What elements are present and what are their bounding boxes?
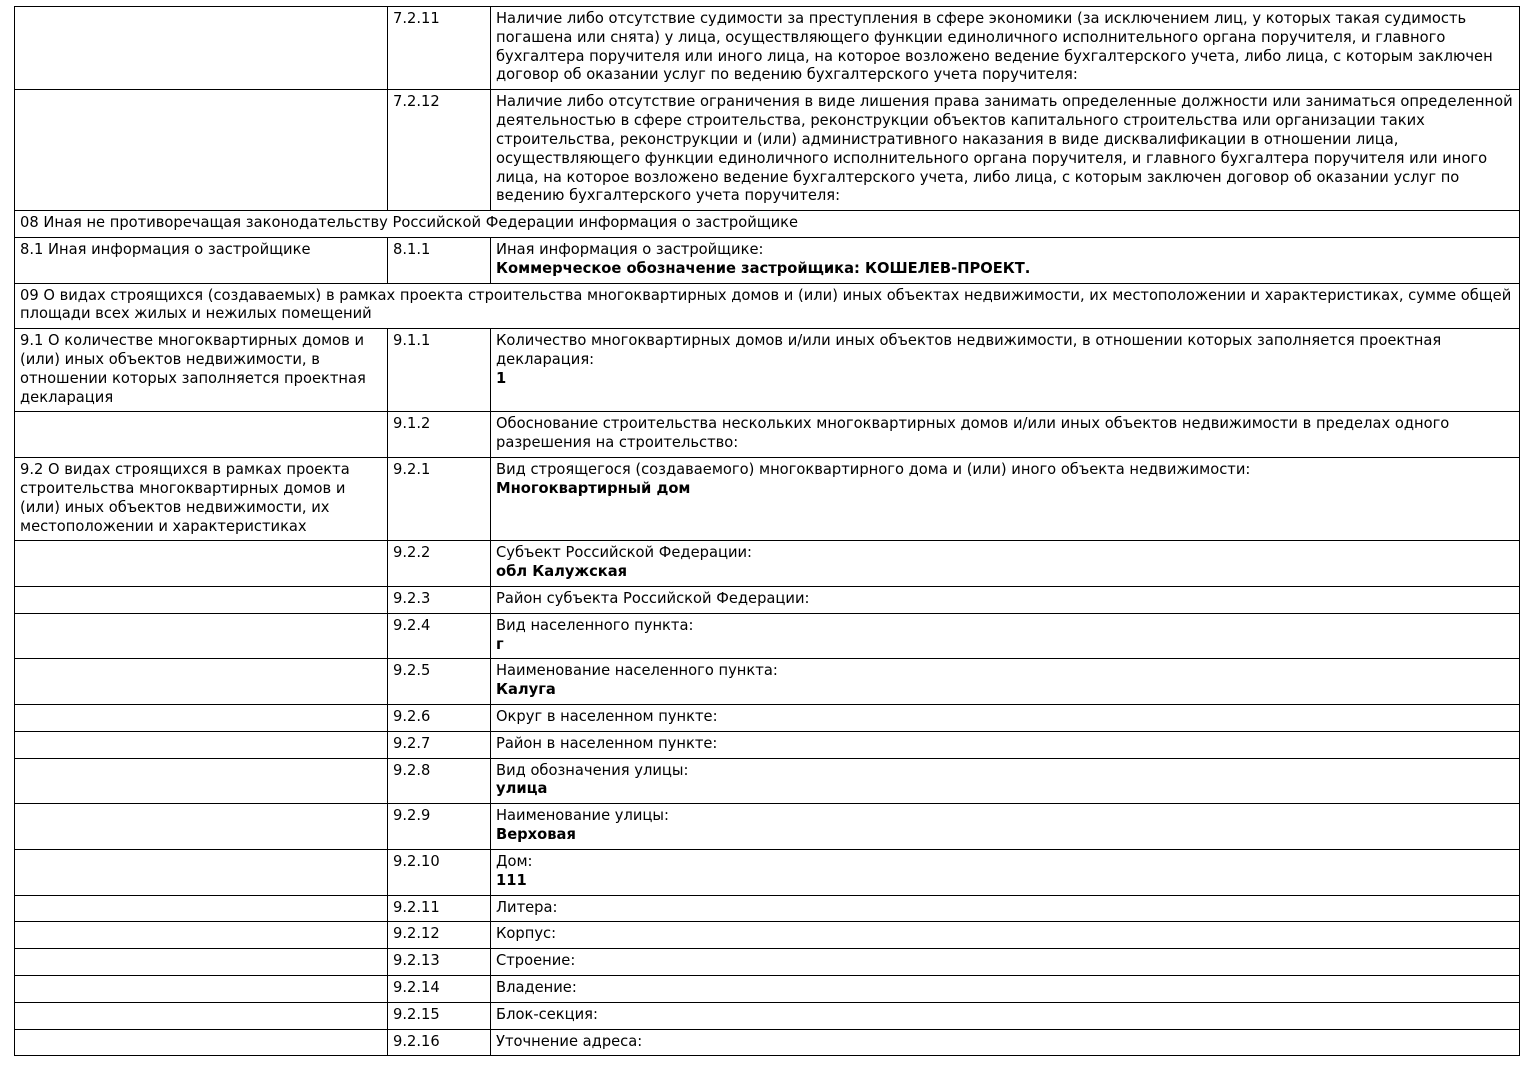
row-section-name — [15, 849, 388, 895]
row-text: Район в населенном пункте: — [496, 734, 718, 752]
row-text: Субъект Российской Федерации: — [496, 544, 752, 562]
row-code: 9.2.12 — [388, 922, 491, 949]
row-content — [491, 758, 1520, 804]
row-content — [491, 975, 1520, 1002]
table-row — [15, 541, 1520, 587]
row-text: Вид строящегося (создаваемого) многоквартирного дома и (или) иного объекта недвижимости: — [496, 461, 1251, 479]
row-content — [491, 849, 1520, 895]
row-content — [491, 659, 1520, 705]
row-section-name — [15, 949, 388, 976]
row-text: Район субъекта Российской Федерации: — [496, 589, 810, 607]
row-section-name: 9.1 О количестве многоквартирных домов и (или) иных объектов недвижимости, в отношении которых заполняется проектная декларация — [15, 329, 388, 412]
row-code: 9.2.13 — [388, 949, 491, 976]
row-content — [491, 922, 1520, 949]
row-value: г — [496, 635, 504, 653]
row-code: 7.2.12 — [388, 90, 491, 211]
row-text: Обоснование строительства нескольких многоквартирных домов и/или иных объектов недвижимости в пределах одного разрешения на строительство: — [496, 415, 1450, 452]
table-row — [15, 237, 1520, 283]
row-code: 9.2.5 — [388, 659, 491, 705]
row-code: 9.2.6 — [388, 705, 491, 732]
row-code: 9.2.9 — [388, 804, 491, 850]
row-text: Дом: — [496, 852, 533, 870]
row-content — [491, 90, 1520, 211]
row-code: 9.1.2 — [388, 412, 491, 458]
row-code: 7.2.11 — [388, 7, 491, 90]
row-section-name — [15, 705, 388, 732]
table-row — [15, 804, 1520, 850]
row-section-name — [15, 758, 388, 804]
row-section-name — [15, 90, 388, 211]
row-section-name — [15, 412, 388, 458]
row-content — [491, 895, 1520, 922]
row-text: Наличие либо отсутствие судимости за преступления в сфере экономики (за исключением лиц, у которых такая судимость погашена или снята) у лица, осуществляющего функции единоличного исполнительного органа поручителя, и главного бухгалтера поручителя или иного лица, на которое возложено ведение бухгалтерского учета, либо лица, с которым заключен договор об оказании услуг по ведению бухгалтерского учета поручителя: — [496, 10, 1493, 84]
row-content — [491, 731, 1520, 758]
table-row — [15, 659, 1520, 705]
row-value: 111 — [496, 871, 527, 889]
row-code: 9.2.2 — [388, 541, 491, 587]
row-text: Литера: — [496, 898, 558, 916]
row-text: Строение: — [496, 952, 576, 970]
row-code: 8.1.1 — [388, 237, 491, 283]
row-value: улица — [496, 780, 548, 798]
row-section-name — [15, 922, 388, 949]
table-row — [15, 731, 1520, 758]
row-text: Иная информация о застройщике: — [496, 240, 764, 258]
table-row — [15, 329, 1520, 412]
row-text: Владение: — [496, 978, 577, 996]
row-code: 9.2.4 — [388, 613, 491, 659]
row-value: обл Калужская — [496, 563, 628, 581]
section-title: 09 О видах строящихся (создаваемых) в рамках проекта строительства многоквартирных домов и (или) иных объектах недвижимости, их местоположении и характеристиках, сумме общей площади всех жилых и нежилых помещений — [15, 283, 1520, 329]
table-row — [15, 7, 1520, 90]
row-code: 9.2.14 — [388, 975, 491, 1002]
row-content — [491, 586, 1520, 613]
row-text: Вид обозначения улицы: — [496, 761, 689, 779]
row-value: Многоквартирный дом — [496, 479, 691, 497]
row-section-name — [15, 613, 388, 659]
row-section-name — [15, 804, 388, 850]
table-row — [15, 849, 1520, 895]
row-text: Округ в населенном пункте: — [496, 708, 718, 725]
row-section-name — [15, 731, 388, 758]
section-title: 08 Иная не противоречащая законодательству Российской Федерации информация о застройщике — [15, 211, 1520, 238]
row-content — [491, 329, 1520, 412]
row-code: 9.2.3 — [388, 586, 491, 613]
row-code: 9.2.1 — [388, 458, 491, 541]
table-row — [15, 895, 1520, 922]
table-row — [15, 586, 1520, 613]
row-text: Блок-секция: — [496, 1005, 598, 1023]
row-code: 9.2.8 — [388, 758, 491, 804]
declaration-table — [14, 6, 1520, 1056]
row-section-name — [15, 1029, 388, 1056]
row-section-name: 8.1 Иная информация о застройщике — [15, 237, 388, 283]
table-row — [15, 758, 1520, 804]
table-row — [15, 613, 1520, 659]
row-section-name — [15, 586, 388, 613]
row-text: Наименование населенного пункта: — [496, 662, 778, 680]
row-code: 9.2.10 — [388, 849, 491, 895]
table-row — [15, 458, 1520, 541]
row-content — [491, 804, 1520, 850]
table-row — [15, 90, 1520, 211]
table-row — [15, 412, 1520, 458]
row-value: Калуга — [496, 681, 556, 699]
row-code: 9.2.7 — [388, 731, 491, 758]
table-body — [15, 7, 1520, 1056]
table-row — [15, 975, 1520, 1002]
row-code: 9.2.11 — [388, 895, 491, 922]
row-content — [491, 541, 1520, 587]
table-row — [15, 949, 1520, 976]
row-code: 9.1.1 — [388, 329, 491, 412]
row-section-name — [15, 659, 388, 705]
row-content — [491, 613, 1520, 659]
row-content — [491, 949, 1520, 976]
row-content — [491, 237, 1520, 283]
row-content — [491, 7, 1520, 90]
row-content — [491, 412, 1520, 458]
row-section-name — [15, 7, 388, 90]
row-code: 9.2.16 — [388, 1029, 491, 1056]
row-text: Количество многоквартирных домов и/или иных объектов недвижимости, в отношении которых заполняется проектная декларация: — [496, 332, 1442, 368]
table-row — [15, 922, 1520, 949]
row-section-name — [15, 1002, 388, 1029]
row-section-name — [15, 975, 388, 1002]
table-row — [15, 705, 1520, 732]
row-content — [491, 705, 1520, 732]
row-content — [491, 458, 1520, 541]
row-text: Наименование улицы: — [496, 807, 669, 825]
row-value: Верховая — [496, 826, 576, 844]
table-row — [15, 1002, 1520, 1029]
row-value: 1 — [496, 369, 507, 387]
table-section-row — [15, 283, 1520, 329]
row-section-name — [15, 895, 388, 922]
row-text: Уточнение адреса: — [496, 1032, 643, 1050]
table-section-row — [15, 211, 1520, 238]
row-section-name — [15, 541, 388, 587]
row-value: Коммерческое обозначение застройщика: КОШЕЛЕВ-ПРОЕКТ. — [496, 259, 1031, 277]
row-content — [491, 1029, 1520, 1056]
row-text: Вид населенного пункта: — [496, 616, 694, 634]
row-section-name: 9.2 О видах строящихся в рамках проекта строительства многоквартирных домов и (или) иных объектов недвижимости, их местоположении и характеристиках — [15, 458, 388, 541]
row-code: 9.2.15 — [388, 1002, 491, 1029]
row-content — [491, 1002, 1520, 1029]
row-text: Наличие либо отсутствие ограничения в виде лишения права занимать определенные должности или заниматься определенной деятельностью в сфере строительства, реконструкции объектов капитального строительства или организации таких строительства, реконструкции и (или) административного наказания в виде дисквалификации в отношении лица, осуществляющего функции единоличного исполнительного органа поручителя, и главного бухгалтера поручителя или иного лица, на которое возложено ведение бухгалтерского учета, либо лица, с которым заключен договор об оказании услуг по ведению бухгалтерского учета поручителя: — [496, 93, 1513, 205]
table-row — [15, 1029, 1520, 1056]
row-text: Корпус: — [496, 925, 557, 943]
